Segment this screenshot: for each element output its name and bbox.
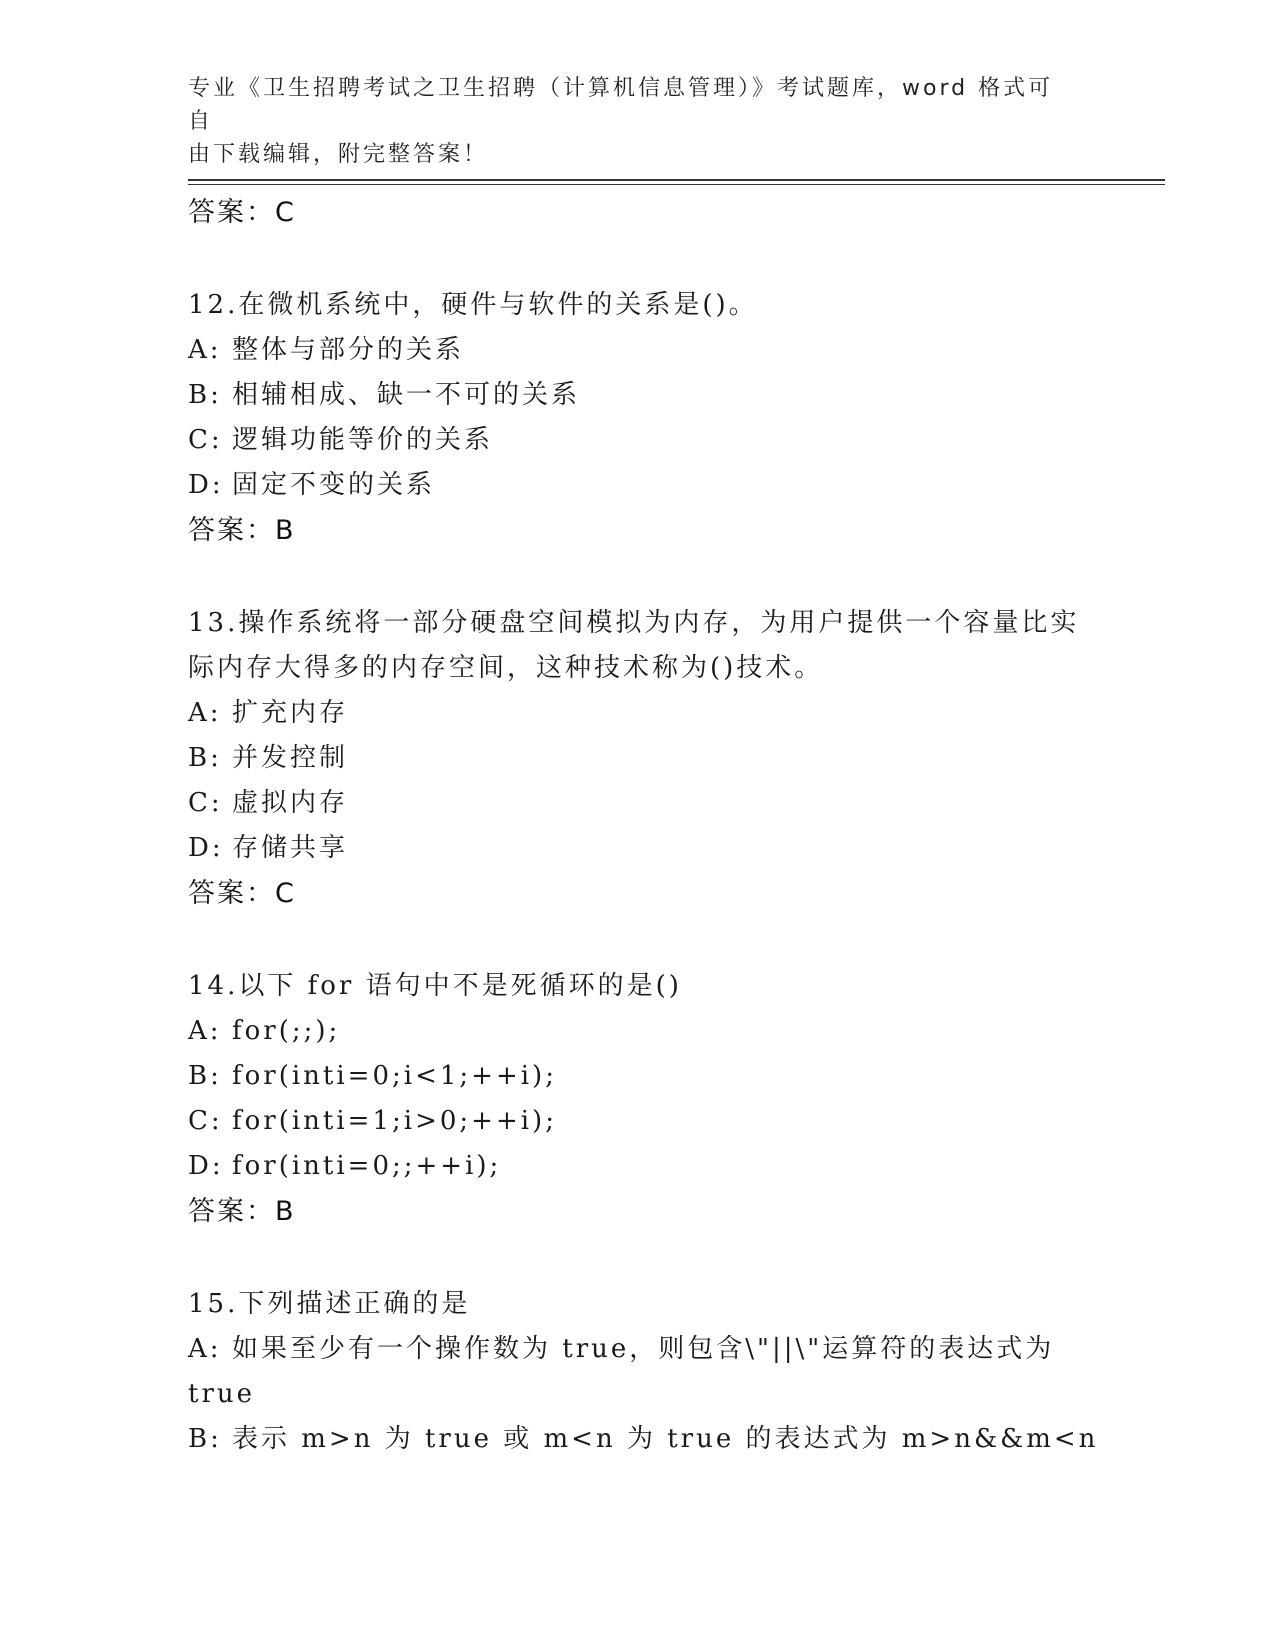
question-stem: 15.下列描述正确的是 xyxy=(188,1289,471,1319)
option-c xyxy=(188,781,1088,826)
option-b xyxy=(188,373,1088,418)
spacer xyxy=(188,235,1088,283)
option-text: 相辅相成、缺一不可的关系 xyxy=(232,380,581,410)
page-header xyxy=(188,72,1068,171)
question-14 xyxy=(188,964,1088,1234)
option-text: 如果至少有一个操作数为 true，则包含\"||\"运算符的表达式为 xyxy=(232,1334,1055,1364)
option-label: C: xyxy=(188,425,223,455)
question-15 xyxy=(188,1282,1099,1462)
option-text: 逻辑功能等价的关系 xyxy=(232,425,494,455)
spacer xyxy=(188,1234,1088,1282)
option-a xyxy=(188,691,1088,736)
option-label: B: xyxy=(188,1061,222,1091)
option-label: A: xyxy=(188,1334,222,1364)
answer: 答案：B xyxy=(188,1196,296,1227)
spacer xyxy=(188,553,1088,601)
header-divider-thick xyxy=(188,179,1165,181)
question-12 xyxy=(188,283,1088,553)
question-stem: 13.操作系统将一部分硬盘空间模拟为内存，为用户提供一个容量比实 xyxy=(188,608,1080,638)
option-text: 并发控制 xyxy=(232,743,349,773)
option-b xyxy=(188,736,1088,781)
option-text: 存储共享 xyxy=(232,833,349,863)
option-c xyxy=(188,418,1088,463)
option-label: A: xyxy=(188,1016,222,1046)
option-text: for(inti=0;;++i); xyxy=(232,1151,502,1181)
option-b xyxy=(188,1054,1088,1099)
option-a xyxy=(188,1327,1088,1372)
question-stem: 14.以下 for 语句中不是死循环的是() xyxy=(188,971,682,1001)
answer: 答案：B xyxy=(188,515,296,546)
option-label: B: xyxy=(188,1424,222,1454)
option-d xyxy=(188,1144,1088,1189)
question-13 xyxy=(188,601,1088,916)
option-text: for(inti=1;i>0;++i); xyxy=(232,1106,557,1136)
option-text: 虚拟内存 xyxy=(232,788,349,818)
option-text: for(inti=0;i<1;++i); xyxy=(232,1061,557,1091)
option-label: B: xyxy=(188,743,222,773)
option-c xyxy=(188,1099,1088,1144)
option-label: A: xyxy=(188,335,222,365)
header-divider-thin xyxy=(188,184,1165,185)
option-b xyxy=(188,1417,1099,1462)
option-label: A: xyxy=(188,698,222,728)
option-label: C: xyxy=(188,788,223,818)
header-line-2: 由下载编辑，附完整答案！ xyxy=(188,142,489,167)
option-label: C: xyxy=(188,1106,223,1136)
option-text: 整体与部分的关系 xyxy=(232,335,465,365)
option-label: D: xyxy=(188,833,224,863)
option-text: 固定不变的关系 xyxy=(232,470,436,500)
option-text: 扩充内存 xyxy=(232,698,349,728)
option-d xyxy=(188,826,1088,871)
option-label: B: xyxy=(188,380,222,410)
spacer xyxy=(188,916,1088,964)
option-d xyxy=(188,463,1088,508)
answer: 答案：C xyxy=(188,878,296,909)
option-label: D: xyxy=(188,1151,224,1181)
option-a xyxy=(188,328,1088,373)
option-text: 表示 m>n 为 true 或 m<n 为 true 的表达式为 m>n&&m<n xyxy=(232,1424,1099,1454)
question-list xyxy=(188,190,1099,1462)
question-stem-continued: 际内存大得多的内存空间，这种技术称为()技术。 xyxy=(188,653,824,683)
header-line-1: 专业《卫生招聘考试之卫生招聘（计算机信息管理）》考试题库，word 格式可自 xyxy=(188,76,1054,134)
previous-answer: 答案：C xyxy=(188,197,296,228)
option-label: D: xyxy=(188,470,224,500)
option-a xyxy=(188,1009,1088,1054)
option-a-continued: true xyxy=(188,1379,256,1409)
option-text: for(;;); xyxy=(232,1016,341,1046)
question-stem: 12.在微机系统中，硬件与软件的关系是()。 xyxy=(188,290,758,320)
